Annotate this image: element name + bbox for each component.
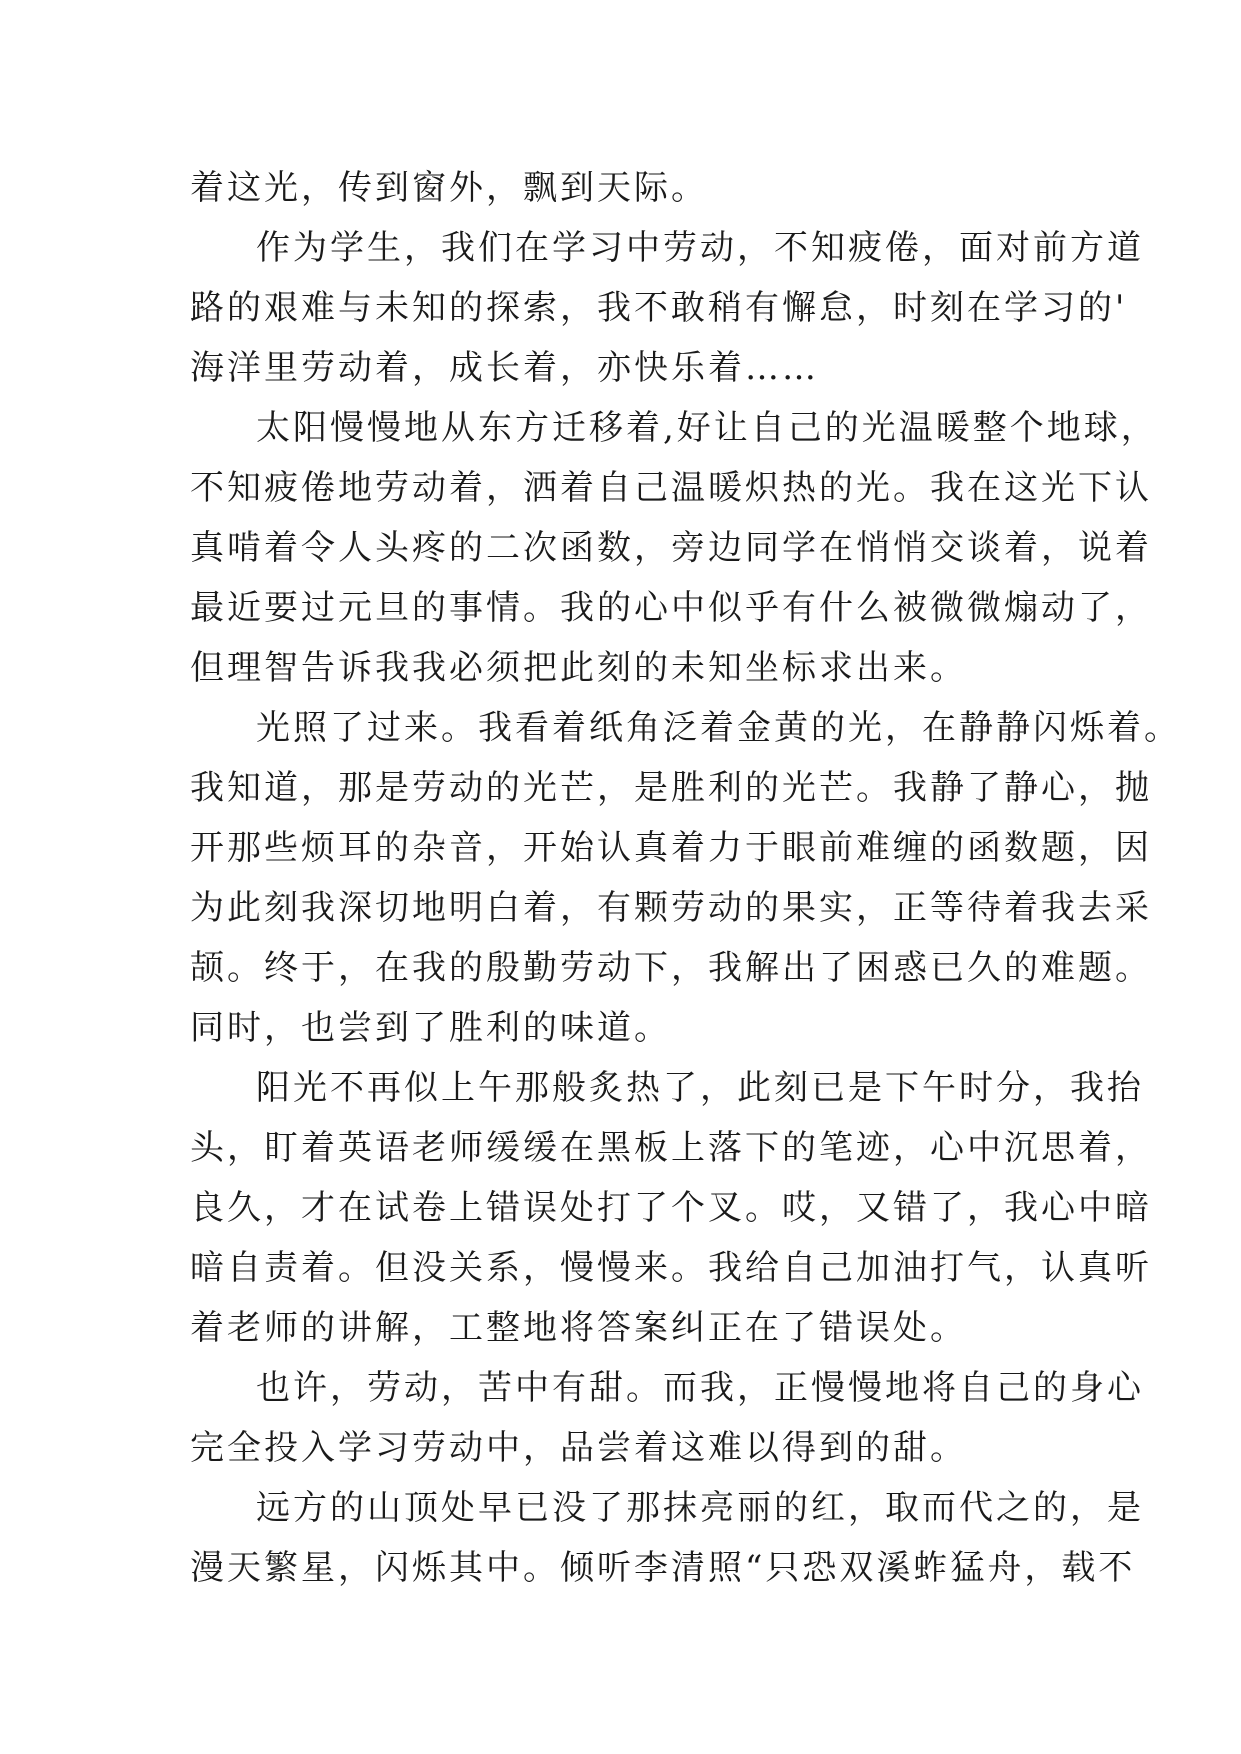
text-line: 远方的山顶处早已没了那抹亮丽的红，取而代之的，是 bbox=[256, 1488, 1144, 1528]
text-line: 开那些烦耳的杂音，开始认真着力于眼前难缠的函数题，因 bbox=[190, 828, 1152, 868]
text-line: 头，盯着英语老师缓缓在黑板上落下的笔迹，心中沉思着， bbox=[190, 1128, 1152, 1168]
text-line: 作为学生，我们在学习中劳动，不知疲倦，面对前方道 bbox=[256, 228, 1144, 268]
text-line: 但理智告诉我我必须把此刻的未知坐标求出来。 bbox=[190, 648, 967, 688]
text-line: 不知疲倦地劳动着，洒着自己温暖炽热的光。我在这光下认 bbox=[190, 468, 1152, 508]
text-line: 阳光不再似上午那般炙热了，此刻已是下午时分，我抬 bbox=[256, 1068, 1144, 1108]
text-line: 太阳慢慢地从东方迁移着,好让自己的光温暖整个地球， bbox=[256, 408, 1158, 448]
text-line: 真啃着令人头疼的二次函数，旁边同学在悄悄交谈着，说着 bbox=[190, 528, 1152, 568]
text-line: 着这光，传到窗外，飘到天际。 bbox=[190, 168, 708, 208]
text-line: 完全投入学习劳动中，品尝着这难以得到的甜。 bbox=[190, 1428, 967, 1468]
text-line: 海洋里劳动着，成长着，亦快乐着…… bbox=[190, 348, 819, 388]
text-line: 良久，才在试卷上错误处打了个叉。哎，又错了，我心中暗 bbox=[190, 1188, 1152, 1228]
text-line: 也许，劳动，苦中有甜。而我，正慢慢地将自己的身心 bbox=[256, 1368, 1144, 1408]
body-text bbox=[190, 158, 1181, 1598]
text-line: 光照了过来。我看着纸角泛着金黄的光，在静静闪烁着。 bbox=[256, 708, 1181, 748]
text-line: 最近要过元旦的事情。我的心中似乎有什么被微微煽动了， bbox=[190, 588, 1152, 628]
text-line: 着老师的讲解，工整地将答案纠正在了错误处。 bbox=[190, 1308, 967, 1348]
text-line: 颉。终于，在我的殷勤劳动下，我解出了困惑已久的难题。 bbox=[190, 948, 1152, 988]
text-line: 同时，也尝到了胜利的味道。 bbox=[190, 1008, 671, 1048]
text-line: 暗自责着。但没关系，慢慢来。我给自己加油打气，认真听 bbox=[190, 1248, 1152, 1288]
text-line: 我知道，那是劳动的光芒，是胜利的光芒。我静了静心，抛 bbox=[190, 768, 1152, 808]
text-line: 为此刻我深切地明白着，有颗劳动的果实，正等待着我去采 bbox=[190, 888, 1152, 928]
text-line: 漫天繁星，闪烁其中。倾听李清照“只恐双溪蚱猛舟，载不 bbox=[190, 1548, 1136, 1588]
text-line: 路的艰难与未知的探索，我不敢稍有懈怠，时刻在学习的' bbox=[190, 288, 1128, 328]
